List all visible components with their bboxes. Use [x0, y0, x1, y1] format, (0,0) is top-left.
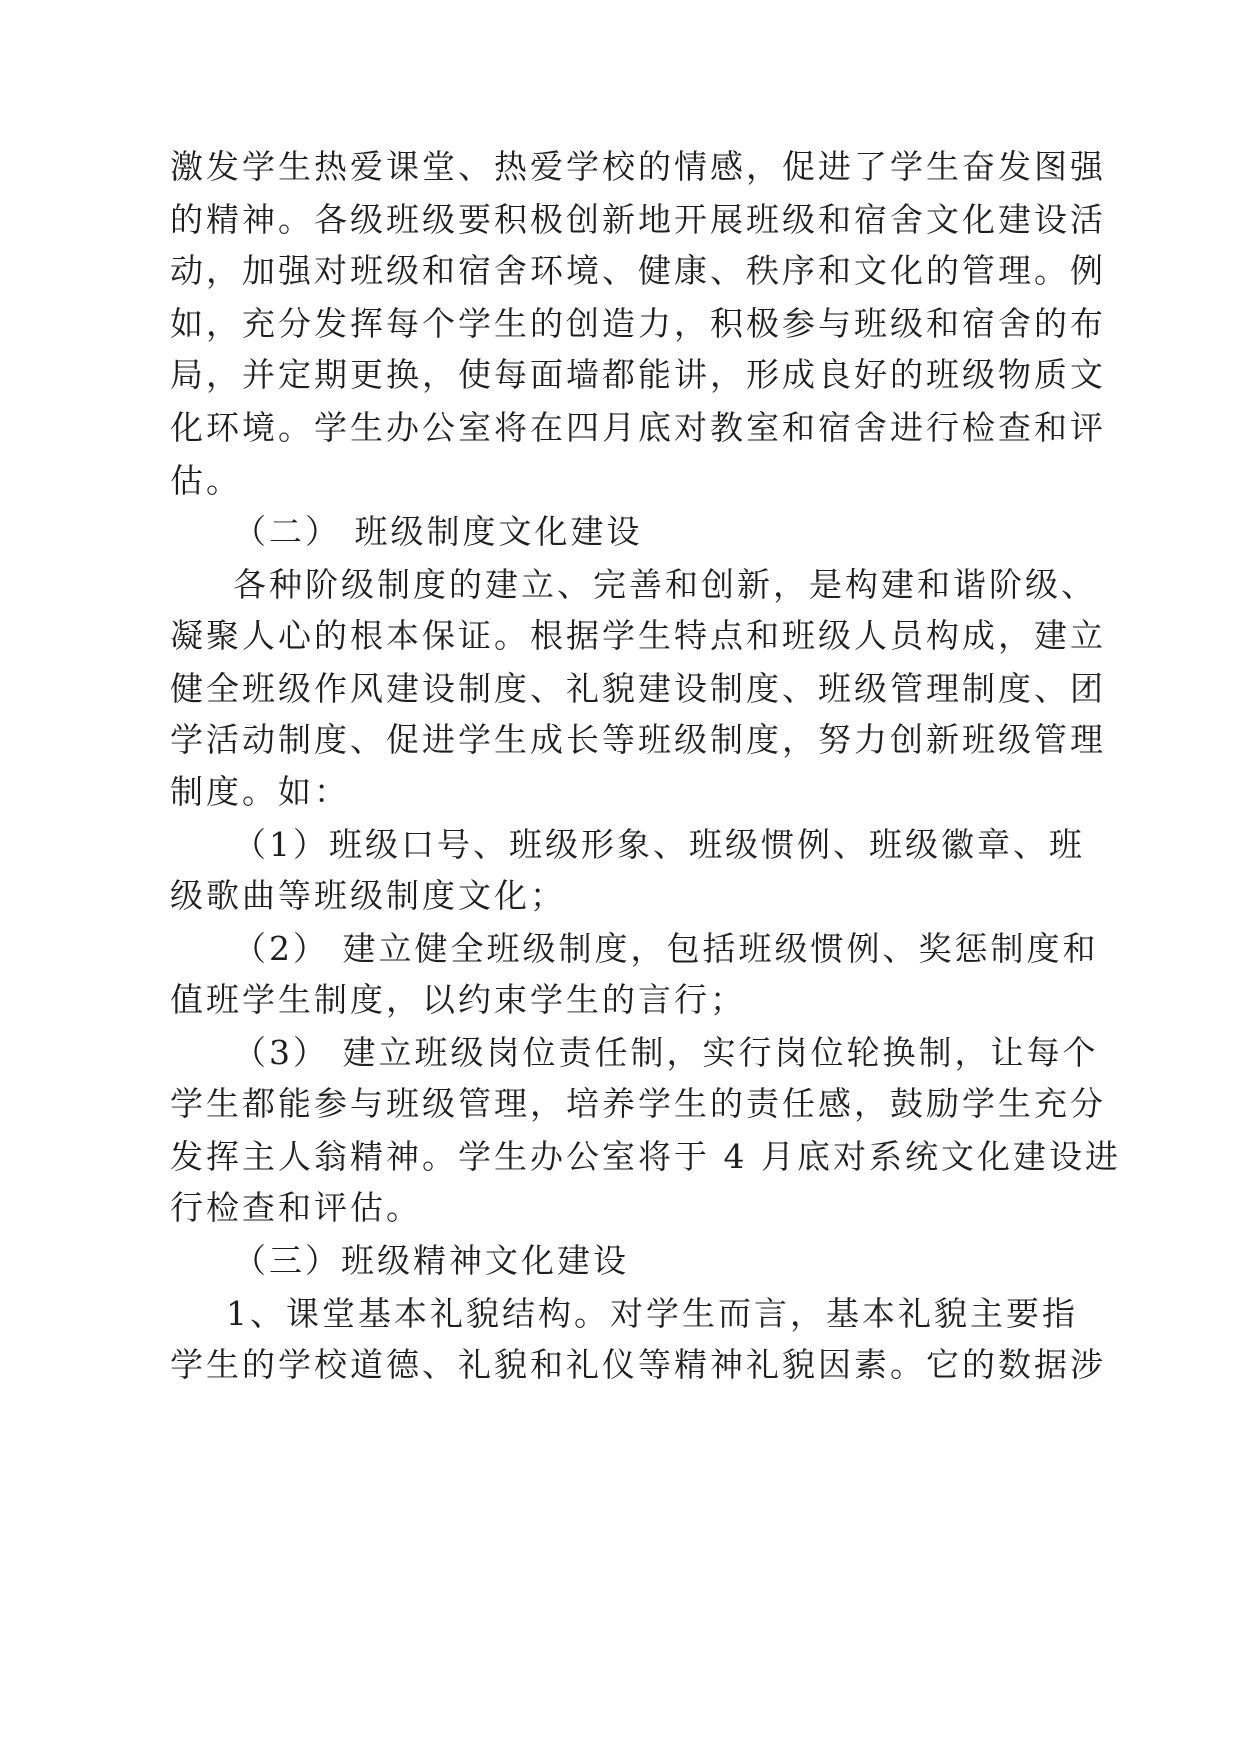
list-item-line: （2） 建立健全班级制度，包括班级惯例、奖惩制度和 — [233, 929, 1099, 968]
paragraph-line: 激发学生热爱课堂、热爱学校的情感，促进了学生奋发图强 — [170, 147, 1106, 186]
list-item-line: 学生都能参与班级管理，培养学生的责任感，鼓励学生充分 — [170, 1084, 1106, 1123]
list-item-line: （1）班级口号、班级形象、班级惯例、班级徽章、班 — [233, 825, 1085, 864]
paragraph-line: 化环境。学生办公室将在四月底对教室和宿舍进行检查和评 — [170, 408, 1106, 447]
section-heading: （三）班级精神文化建设 — [233, 1241, 629, 1280]
section-heading: （二） 班级制度文化建设 — [233, 512, 643, 551]
list-item-line: （3） 建立班级岗位责任制，实行岗位轮换制，让每个 — [233, 1033, 1099, 1072]
paragraph-line: 各种阶级制度的建立、完善和创新，是构建和谐阶级、 — [233, 565, 1097, 604]
list-item-line: 级歌曲等班级制度文化； — [170, 876, 566, 915]
paragraph-line: 动，加强对班级和宿舍环境、健康、秩序和文化的管理。例 — [170, 251, 1106, 290]
paragraph-line: 健全班级作风建设制度、礼貌建设制度、班级管理制度、团 — [170, 669, 1106, 708]
paragraph-line: 学生的学校道德、礼貌和礼仪等精神礼貌因素。它的数据涉 — [170, 1345, 1106, 1384]
paragraph-line: 的精神。各级班级要积极创新地开展班级和宿舍文化建设活 — [170, 200, 1106, 239]
paragraph-line: 1、课堂基本礼貌结构。对学生而言，基本礼貌主要指 — [226, 1294, 1078, 1333]
paragraph-line: 制度。如： — [170, 772, 350, 811]
paragraph-line: 如，充分发挥每个学生的创造力，积极参与班级和宿舍的布 — [170, 304, 1106, 343]
paragraph-line: 凝聚人心的根本保证。根据学生特点和班级人员构成，建立 — [170, 616, 1106, 655]
paragraph-line: 局，并定期更换，使每面墙都能讲，形成良好的班级物质文 — [170, 355, 1106, 394]
paragraph-line: 估。 — [170, 461, 242, 500]
list-item-line: 值班学生制度，以约束学生的言行； — [170, 980, 746, 1019]
list-item-line: 发挥主人翁精神。学生办公室将于 4 月底对系统文化建设进 — [170, 1137, 1121, 1176]
paragraph-line: 学活动制度、促进学生成长等班级制度，努力创新班级管理 — [170, 720, 1106, 759]
list-item-line: 行检查和评估。 — [170, 1188, 422, 1227]
